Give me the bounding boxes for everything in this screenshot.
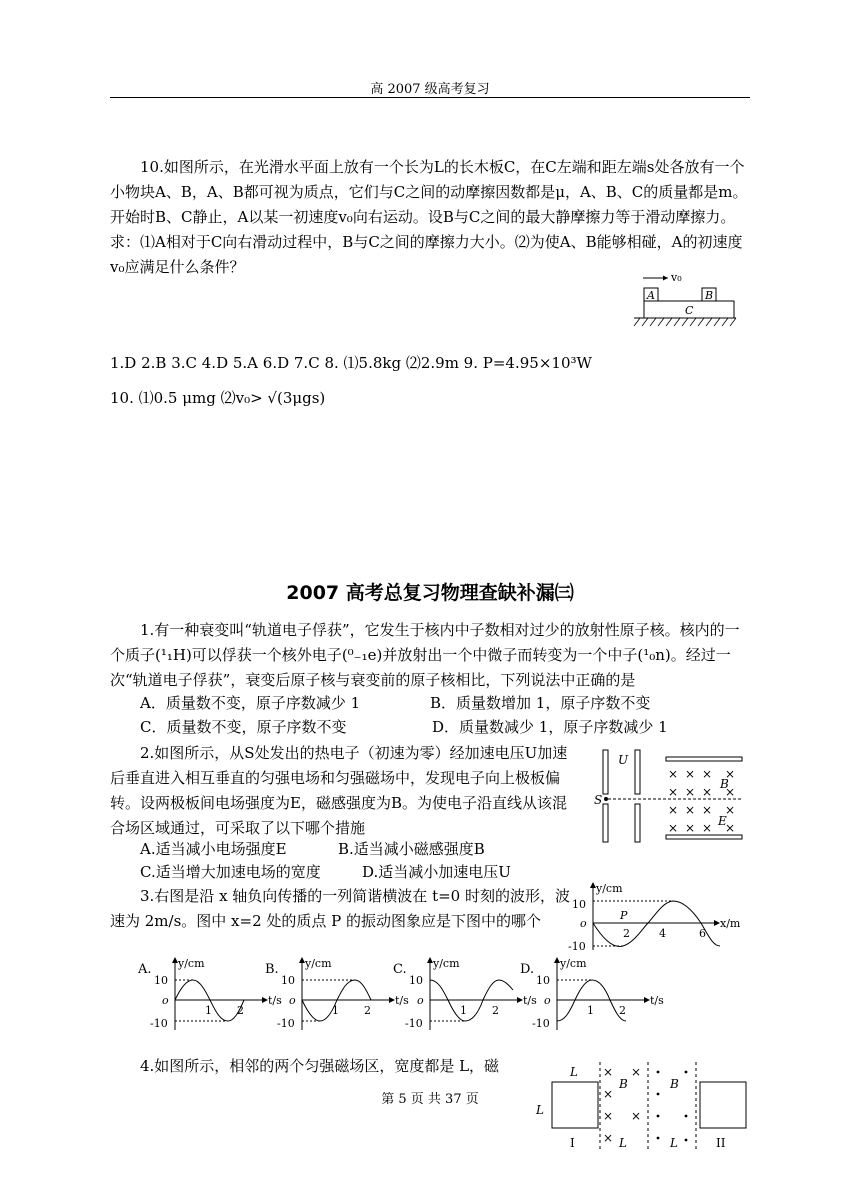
svg-text:S: S [594,793,603,807]
q4-text: 4.如图所示，相邻的两个匀强磁场区，宽度都是 L，磁 [140,1057,500,1075]
svg-text:1: 1 [460,1004,467,1017]
svg-text:×: × [702,785,713,799]
q10-v0-label: v₀ [671,271,682,284]
svg-text:-10: -10 [532,1017,550,1030]
svg-text:×: × [685,785,696,799]
svg-text:×: × [603,1109,614,1123]
svg-text:y/cm: y/cm [178,957,205,970]
svg-text:×: × [603,1065,614,1079]
svg-text:B.: B. [265,962,279,977]
svg-text:o: o [544,994,551,1007]
svg-text:t/s: t/s [650,994,664,1007]
q2-option-d: D.适当减小加速电压U [362,863,511,881]
svg-text:E: E [718,814,727,828]
svg-text:×: × [702,821,713,835]
svg-text:-10: -10 [568,940,586,953]
svg-text:y/cm: y/cm [596,882,623,895]
svg-text:2: 2 [619,1004,626,1017]
svg-text:o: o [580,917,587,930]
q3-graph-b [265,957,409,1030]
q2-option-c: C.适当增大加速电场的宽度 [140,863,321,881]
svg-text:L: L [570,1065,578,1079]
svg-text:4: 4 [659,927,666,940]
svg-text:t/s: t/s [268,994,282,1007]
svg-text:B: B [705,289,714,302]
header-rule [110,97,750,98]
svg-text:-10: -10 [405,1017,423,1030]
q1-text: 1.有一种衰变叫“轨道电子俘获”，它发生于核内中子数相对过少的放射性原子核。核内的一个质子(¹₁H)可以俘获一个核外电子(⁰₋₁e)并放射出一个中微子而转变为一个中子(¹₀n)。经过一次“轨道电子俘获”，衰变后原子核与衰变前的原子核相比，下列说法中正确的是 [110,621,740,689]
svg-text:6: 6 [699,927,706,940]
svg-text:C: C [685,304,694,317]
svg-text:2: 2 [623,927,630,940]
svg-text:B: B [720,777,729,791]
svg-text:t/s: t/s [395,994,409,1007]
q2-option-b: B.适当减小磁感强度B [338,840,485,858]
svg-text:×: × [603,1131,614,1145]
svg-text:L: L [619,1136,627,1150]
svg-text:2: 2 [237,1004,244,1017]
svg-text:y/cm: y/cm [433,957,460,970]
svg-text:×: × [702,803,713,817]
svg-text:10: 10 [281,974,295,987]
svg-text:P: P [620,909,628,922]
section-title: 2007 高考总复习物理查缺补漏㈢ [286,582,574,604]
svg-text:1: 1 [332,1004,339,1017]
q3-options-graphs [138,955,678,1035]
page-header: 高 2007 级高考复习 [370,82,490,97]
q1-option-c: C．质量数不变，原子序数不变 [140,718,347,736]
svg-text:×: × [725,767,736,781]
q3-graph-a [138,957,282,1030]
svg-text:×: × [631,1065,642,1079]
svg-text:o: o [162,994,169,1007]
q3-graph-d [520,957,664,1030]
svg-text:-10: -10 [150,1017,168,1030]
svg-text:10: 10 [536,974,550,987]
page-footer: 第 5 页 共 37 页 [381,1092,479,1107]
svg-text:×: × [702,767,713,781]
svg-text:×: × [631,1109,642,1123]
q1-option-d: D．质量数减少 1，原子序数减少 1 [432,718,668,736]
svg-text:×: × [668,803,679,817]
q2-option-a: A.适当减小电场强度E [140,840,287,858]
svg-text:×: × [725,803,736,817]
svg-text:o: o [417,994,424,1007]
svg-text:×: × [725,785,736,799]
q10-text: 10.如图所示，在光滑水平面上放有一个长为L的长木板C，在C左端和距左端s处各放有一个小物块A、B，A、B都可视为质点，它们与C之间的动摩擦因数都是μ，A、B、C的质量都是m。开始时B、C静止，A以某一初速度v₀向右运动。设B与C之间的最大静摩擦力等于滑动摩擦力。求：⑴A相对于C向右滑动过程中，B与C之间的摩擦力大小。⑵为使A、B能够相碰，A的初速度v₀应满足什么条件？ [110,158,748,276]
svg-text:L: L [670,1136,678,1150]
svg-text:U: U [618,753,629,767]
svg-text:x/m: x/m [720,917,741,930]
q2-text: 2.如图所示，从S处发出的热电子（初速为零）经加速电压U加速后垂直进入相互垂直的匀强电场和匀强磁场中，发现电子向上极板偏转。设两极板间电场强度为E，磁感强度为B。为使电子沿直线从该混合场区域通过，可采取了以下哪个措施 [110,744,568,837]
svg-text:D.: D. [520,962,535,977]
svg-text:10: 10 [572,898,586,911]
answers-line-2: 10. ⑴0.5 μmg ⑵v₀> √(3μgs) [110,389,326,407]
svg-text:2: 2 [364,1004,371,1017]
svg-text:×: × [685,821,696,835]
svg-text:×: × [668,821,679,835]
svg-text:1: 1 [587,1004,594,1017]
svg-text:-10: -10 [277,1017,295,1030]
q1-option-b: B．质量数增加 1，原子序数不变 [430,694,651,712]
svg-text:×: × [725,821,736,835]
svg-text:y/cm: y/cm [305,957,332,970]
svg-text:B: B [619,1077,628,1091]
svg-text:C.: C. [393,962,407,977]
svg-text:×: × [668,785,679,799]
svg-text:I: I [570,1136,575,1150]
q1-option-a: A．质量数不变，原子序数减少 1 [140,694,361,712]
svg-text:L: L [536,1103,544,1117]
svg-text:×: × [668,767,679,781]
svg-text:II: II [716,1136,726,1150]
q3-graph-c [393,957,537,1030]
svg-text:o: o [289,994,296,1007]
svg-text:×: × [685,803,696,817]
q10-figure [628,266,740,332]
answers-line-1: 1.D 2.B 3.C 4.D 5.A 6.D 7.C 8. ⑴5.8kg ⑵2.9m 9. P=4.95×10³W [110,354,592,372]
svg-text:×: × [603,1087,614,1101]
svg-text:10: 10 [409,974,423,987]
q2-figure [588,742,748,852]
svg-text:2: 2 [492,1004,499,1017]
svg-text:t/s: t/s [523,994,537,1007]
q3-text: 3.右图是沿 x 轴负向传播的一列简谐横波在 t=0 时刻的波形，波速为 2m/s。图中 x=2 处的质点 P 的振动图象应是下图中的哪个 [110,887,570,930]
svg-text:10: 10 [154,974,168,987]
svg-text:1: 1 [205,1004,212,1017]
svg-text:A: A [647,289,655,302]
svg-text:y/cm: y/cm [560,957,587,970]
q3-wave-graph [560,880,750,958]
svg-text:A.: A. [138,962,152,977]
svg-text:B: B [670,1077,679,1091]
svg-text:×: × [685,767,696,781]
